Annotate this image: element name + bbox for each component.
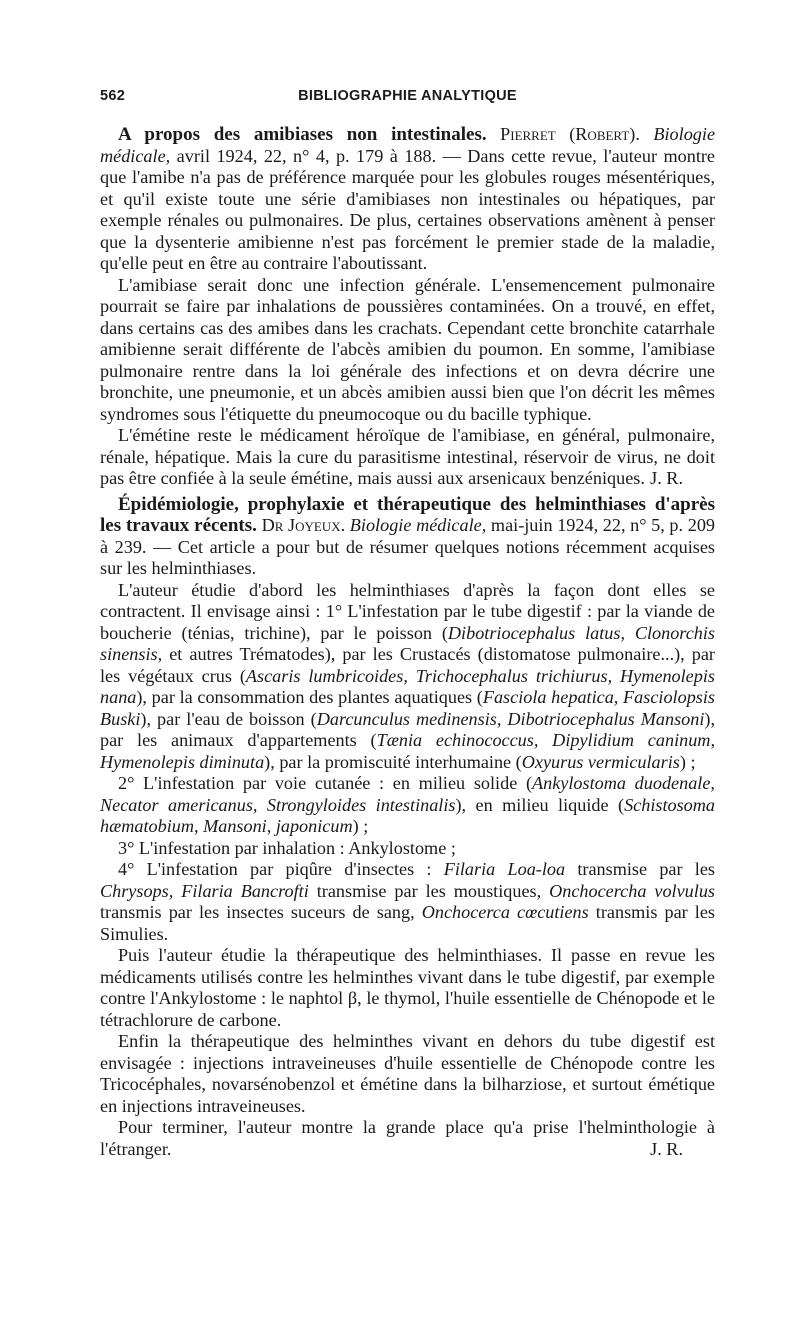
article2-paragraph-4: 3° L'infestation par inhalation : Ankylostome ; — [118, 837, 456, 858]
species-names: Tænia echinococcus, Dipylidium caninum, Hymenolepis diminuta — [100, 730, 715, 772]
article2-text: — Cet article a pour but de résumer quelques notions récemment acquises sur les helminthiases. — [100, 536, 716, 578]
text-run: et autres Trématodes), par les Crustacés (distomatose pulmonaire...), par les végétaux crus ( — [100, 644, 715, 686]
article1-paragraph-2: L'amibiase serait donc une infection générale. L'ensemencement pulmonaire pourrait se faire par inhalations de poussières contaminées. On a trouvé, en effet, dans certains cas des amibes dans les crachats. Cependant cette bronchite catarrhale amibienne serait différente de l'abcès amibien du poumon. En somme, l'amibiase pulmonaire rentre dans la loi générale des infections et on devra décrire une bronchite, une pneumonie, et un abcès amibien aussi bien que l'on décrit les mêmes syndromes sous l'étiquette du pneumocoque ou du bacille typhique. — [100, 274, 715, 424]
article2-paragraph-7: Enfin la thérapeutique des helminthes vivant en dehors du tube digestif est envisagée : injections intraveineuses d'huile essentielle de Chénopode contre les Tricocéphales, novarsénobenzol et émétine dans la bilharziose, et surtout émétique en injections intraveineuses. — [100, 1031, 715, 1116]
text-run: transmise par les moustiques, — [308, 880, 550, 901]
text-run: transmis par les insectes suceurs de sang, — [100, 902, 422, 922]
article2-journal: Biologie médicale, — [349, 515, 487, 535]
article2-paragraph-1 — [100, 494, 715, 580]
text-run: ), par la promiscuité interhumaine ( — [264, 751, 522, 772]
text-run: ), par les animaux d'appartements ( — [100, 708, 715, 750]
article2-paragraph-6: Puis l'auteur étudie la thérapeutique des helminthiases. Il passe en revue les médicaments utilisés contre les helminthes vivant dans le tube digestif, par exemple contre l'Ankylostome : le naphtol β, le thymol, l'huile essentielle de Chénopode et le tétrachlorure de carbone. — [100, 945, 715, 1030]
text-run: transmise par les — [565, 859, 715, 879]
article1-paragraph-3 — [100, 425, 715, 490]
article2-paragraph-5 — [100, 859, 715, 945]
article1-signature: J. R. — [650, 468, 683, 488]
text-run: L'auteur étudie d'abord les helminthiases d'après la façon dont elles se contractent. Il envisage ainsi : 1° L'infestation par le tube digestif : par la viande de boucherie (ténias, trichine), par le poisson ( — [100, 579, 715, 643]
species-names: Ascaris lumbricoides, Trichocephalus trichiurus, Hymenolepis nana — [100, 665, 715, 707]
species-names: Darcunculus medinensis, Dibotriocephalus Mansoni — [316, 708, 705, 729]
running-title: BIBLIOGRAPHIE ANALYTIQUE — [298, 88, 517, 104]
article2-author: Dr Joyeux. — [261, 515, 346, 535]
article2-signature: J. R. — [650, 1138, 683, 1159]
page-number: 562 — [100, 88, 126, 104]
article1-text: — Dans cette revue, l'auteur montre que l'amibe n'a pas de préférence marquée pour les globules rouges mésentériques, et qu'il existe toute une série d'amibiases non intestinales ou hépatiques, par exemple rénales ou pulmonaires. De plus, certaines observations amènent à penser que la dysenterie amibienne n'est pas forcément le premier stade de la maladie, qu'elle peut en être au contraire l'aboutissant. — [100, 145, 716, 273]
species-names: Ankylostoma duodenale, Necator americanus, Strongyloides intestinalis — [100, 773, 715, 815]
article2-paragraph-8 — [100, 1117, 715, 1160]
article2-paragraph-2 — [100, 580, 715, 774]
text-run: ) ; — [679, 751, 696, 772]
text-run: 4° L'infestation par piqûre d'insectes : — [118, 859, 444, 879]
text-run: ) ; — [352, 816, 369, 836]
article2-text-8: Pour terminer, l'auteur montre la grande place qu'a prise l'helminthologie à l'étranger. — [100, 1117, 715, 1159]
article1-title: A propos des amibiases non intestinales. — [118, 124, 487, 145]
article1-citation: avril 1924, 22, n° 4, p. 179 à 188. — [176, 145, 437, 166]
article1-author: Pierret (Robert). — [500, 124, 640, 144]
species-names: Onchocercha volvulus — [549, 880, 715, 901]
species-names: Fasciola hepatica, Fasciolopsis Buski — [100, 687, 715, 729]
species-names: Oxyurus vermicularis — [521, 751, 680, 772]
species-names: Chrysops, Filaria Bancrofti — [100, 880, 309, 901]
species-names: Onchocerca cœcutiens — [421, 902, 589, 922]
text-run: ), par l'eau de boisson ( — [140, 708, 317, 729]
text-run: ), par la consommation des plantes aquatiques ( — [136, 687, 483, 707]
species-names: Filaria Loa-loa — [443, 859, 566, 879]
species-names: Schistosoma hæmatobium, Mansoni, japonicum — [100, 794, 715, 836]
article2-citation: mai-juin 1924, 22, n° 5, p. 209 à 239. — [100, 515, 716, 557]
text-run: ), en milieu liquide ( — [455, 794, 625, 815]
text-run: transmis par les Simulies. — [100, 902, 716, 944]
article1-text-3: L'émétine reste le médicament héroïque de l'amibiase, en général, pulmonaire, rénale, hépatique. Mais la cure du parasitisme intestinal, réservoir de virus, ne doit pas être confiée à la seule émétine, mais aussi aux arsenicaux benzéniques. — [100, 425, 715, 488]
article1-paragraph-1 — [100, 124, 715, 275]
species-names: Dibotriocephalus latus, Clonorchis sinensis, — [100, 622, 715, 664]
running-header — [100, 88, 715, 108]
article1-journal: Biologie médicale, — [100, 124, 716, 166]
article2-title: Épidémiologie, prophylaxie et thérapeutique des helminthiases d'après les travaux récents. — [100, 493, 715, 536]
text-run: 2° L'infestation par voie cutanée : en milieu solide ( — [118, 773, 533, 793]
body-text — [100, 124, 715, 1160]
article2-paragraph-3 — [100, 773, 715, 838]
